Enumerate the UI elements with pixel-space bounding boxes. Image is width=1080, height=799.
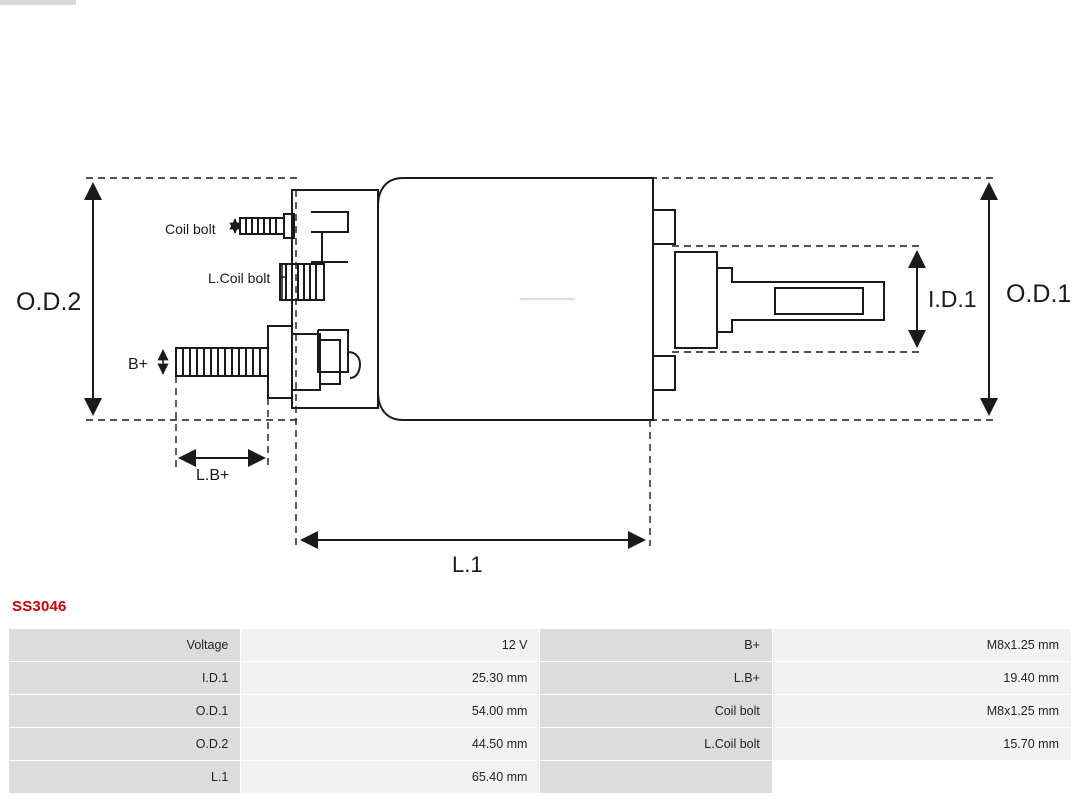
spec-label-l1: L.1	[9, 761, 241, 794]
spec-label-od2: O.D.2	[9, 728, 241, 761]
table-row	[9, 629, 1072, 662]
table-row	[9, 695, 1072, 728]
spec-label-coil-bolt: Coil bolt	[540, 695, 772, 728]
label-lbplus: L.B+	[196, 467, 230, 484]
solenoid-body-outline	[378, 178, 653, 420]
label-l1: L.1	[452, 552, 483, 577]
spec-value-od2: 44.50 mm	[241, 728, 540, 761]
table-row	[9, 662, 1072, 695]
spec-label-lbplus: L.B+	[540, 662, 772, 695]
label-od2: O.D.2	[16, 288, 82, 316]
spec-label-empty	[540, 761, 772, 794]
table-row	[9, 728, 1072, 761]
spec-value-lbplus: 19.40 mm	[772, 662, 1071, 695]
part-number: SS3046	[12, 598, 67, 615]
spec-value-bplus: M8x1.25 mm	[772, 629, 1071, 662]
coil-bolt-collar	[280, 264, 324, 300]
bplus-stud	[176, 326, 340, 398]
label-id1: I.D.1	[928, 286, 977, 312]
spec-label-bplus: B+	[540, 629, 772, 662]
label-od1: O.D.1	[1006, 280, 1072, 308]
coil-bolt-stud	[240, 214, 294, 238]
label-coil-bolt: Coil bolt	[165, 221, 216, 237]
spec-label-voltage: Voltage	[9, 629, 241, 662]
label-l-coil-bolt: L.Coil bolt	[208, 270, 271, 286]
spec-label-od1: O.D.1	[9, 695, 241, 728]
plunger-shaft-assembly	[653, 210, 884, 390]
specification-table	[8, 628, 1072, 794]
spec-value-coil-bolt: M8x1.25 mm	[772, 695, 1071, 728]
spec-label-id1: I.D.1	[9, 662, 241, 695]
table-row	[9, 761, 1072, 794]
spec-value-empty	[772, 761, 1071, 794]
spec-value-l1: 65.40 mm	[241, 761, 540, 794]
spec-value-od1: 54.00 mm	[241, 695, 540, 728]
spec-value-id1: 25.30 mm	[241, 662, 540, 695]
spec-label-l-coil-bolt: L.Coil bolt	[540, 728, 772, 761]
label-bplus: B+	[128, 356, 149, 373]
spec-value-voltage: 12 V	[241, 629, 540, 662]
spec-value-l-coil-bolt: 15.70 mm	[772, 728, 1071, 761]
